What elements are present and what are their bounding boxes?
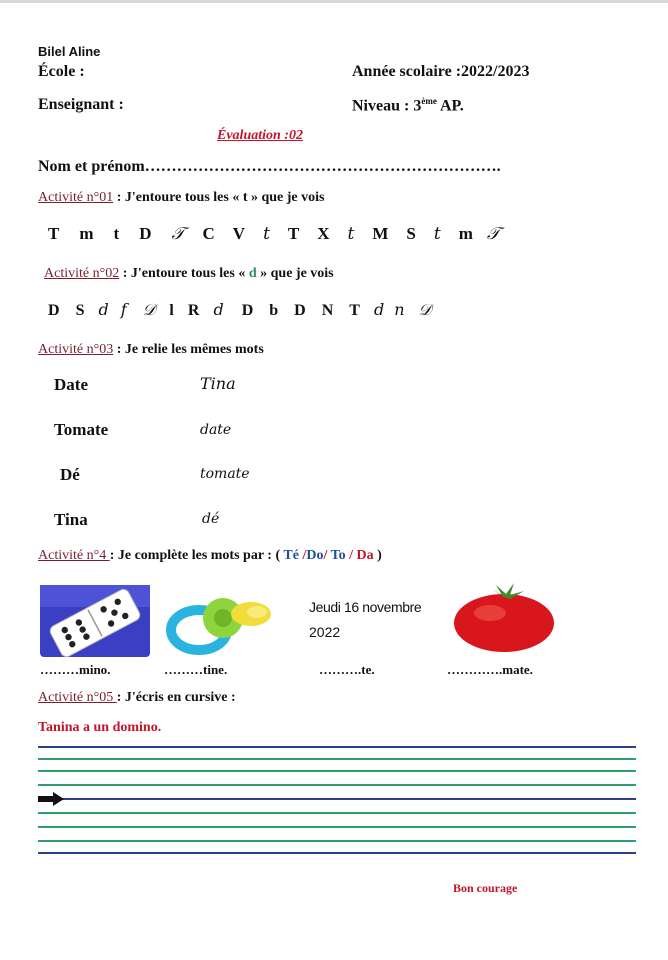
letter: 𝒟 <box>142 300 156 319</box>
domino-image <box>40 585 150 657</box>
letter: S <box>406 224 416 243</box>
option-da: Da <box>356 548 374 563</box>
teacher-label: Enseignant : <box>38 96 124 113</box>
letter: X <box>317 224 330 243</box>
letter: 𝒯 <box>171 224 185 244</box>
school-year: Année scolaire :2022/2023 <box>352 63 530 80</box>
level-label <box>352 96 464 115</box>
activity3-heading <box>38 342 264 358</box>
activity2-label: Activité n°02 <box>44 266 120 281</box>
activity4-label: Activité n°4 <box>38 548 110 563</box>
option-sep: / <box>323 548 331 563</box>
letter: D <box>48 302 60 319</box>
letter: 𝒟 <box>418 300 432 319</box>
letter: l <box>169 302 174 319</box>
cursive-model-sentence: Tanina a un domino. <box>38 720 162 735</box>
letter: D <box>139 224 152 243</box>
activity2-instruction-a: : J'entoure tous les « <box>119 266 249 281</box>
match-right-word: dé <box>202 511 220 527</box>
match-left-word: Date <box>54 375 88 394</box>
writing-line <box>38 840 636 842</box>
arrow-right-icon <box>38 792 64 806</box>
writing-baseline <box>38 798 636 800</box>
activity1-label: Activité n°01 <box>38 190 114 205</box>
writing-line <box>38 770 636 772</box>
blank-tomate: ………….mate. <box>447 662 533 677</box>
letter: t <box>263 224 270 244</box>
writing-line <box>38 826 636 828</box>
activity2-letters <box>48 300 431 320</box>
match-right-word: date <box>200 422 232 438</box>
activity3-label: Activité n°03 <box>38 342 114 357</box>
letter: f <box>120 300 127 319</box>
footer-encouragement: Bon courage <box>453 881 518 895</box>
letter: m <box>79 224 94 243</box>
option-te: Té <box>283 548 299 563</box>
letter: M <box>372 224 389 243</box>
activity4-instruction: : Je complète les mots par : ( <box>109 548 284 563</box>
writing-line <box>38 812 636 814</box>
evaluation-title: Évaluation :02 <box>217 128 303 143</box>
blank-date: ……….te. <box>319 662 375 677</box>
activity5-instruction: : J'écris en cursive : <box>116 690 236 705</box>
option-to: To <box>330 548 346 563</box>
activity5-heading <box>38 690 236 706</box>
author-name: Bilel Aline <box>38 44 101 59</box>
letter: n <box>394 300 405 319</box>
letter: S <box>75 302 85 319</box>
activity1-heading <box>38 190 325 206</box>
letter: T <box>287 224 300 243</box>
date-text-line1: Jeudi 16 novembre <box>309 599 422 615</box>
letter: V <box>232 224 246 243</box>
letter: T <box>349 302 360 319</box>
match-right-word: tomate <box>200 466 250 482</box>
activity1-instruction: : J'entoure tous les « t » que je vois <box>113 190 325 205</box>
activity4-heading <box>38 548 382 564</box>
letter: t <box>433 224 441 244</box>
letter: N <box>321 302 334 319</box>
name-line: Nom et prénom…………………………………………………………. <box>38 158 501 175</box>
match-left-word: Tina <box>54 510 88 529</box>
writing-line <box>38 784 636 786</box>
letter: d <box>213 300 224 319</box>
letter: R <box>187 302 200 319</box>
level-prefix: Niveau : 3 <box>352 97 422 115</box>
top-border <box>0 0 668 3</box>
activity3-instruction: : Je relie les mêmes mots <box>113 342 264 357</box>
letter: m <box>458 224 473 243</box>
letter: D <box>241 302 254 319</box>
match-left-word: Dé <box>60 465 80 484</box>
letter: d <box>98 300 109 319</box>
activity4-instruction-end: ) <box>373 548 382 563</box>
letter: D <box>294 302 306 319</box>
activity2-heading <box>44 266 334 282</box>
level-sup: ème <box>421 96 437 106</box>
match-right-word: Tina <box>200 374 236 393</box>
writing-line <box>38 758 636 760</box>
activity2-instruction-b: » que je vois <box>256 266 334 281</box>
writing-line <box>38 746 636 748</box>
tomato-image <box>452 583 556 653</box>
letter: T <box>48 224 60 243</box>
match-left-word: Tomate <box>54 420 109 439</box>
activity1-letters <box>48 224 500 244</box>
letter: t <box>347 224 355 244</box>
activity2-target: d <box>248 266 257 281</box>
option-sep: / <box>345 548 357 563</box>
date-text-line2: 2022 <box>309 624 341 640</box>
letter: t <box>113 224 120 243</box>
school-label: École : <box>38 63 85 80</box>
pacifier-image <box>165 590 277 656</box>
writing-line <box>38 852 636 854</box>
letter: C <box>202 224 215 243</box>
option-do: Do <box>306 548 324 563</box>
letter: b <box>269 302 279 319</box>
option-sep: / <box>298 548 307 563</box>
letter: 𝒯 <box>486 224 500 244</box>
blank-tetine: ………tine. <box>164 662 228 677</box>
activity5-label: Activité n°05 <box>38 690 117 705</box>
blank-domino: ………mino. <box>40 662 111 677</box>
letter: d <box>373 300 385 319</box>
level-suffix: AP. <box>436 97 464 115</box>
